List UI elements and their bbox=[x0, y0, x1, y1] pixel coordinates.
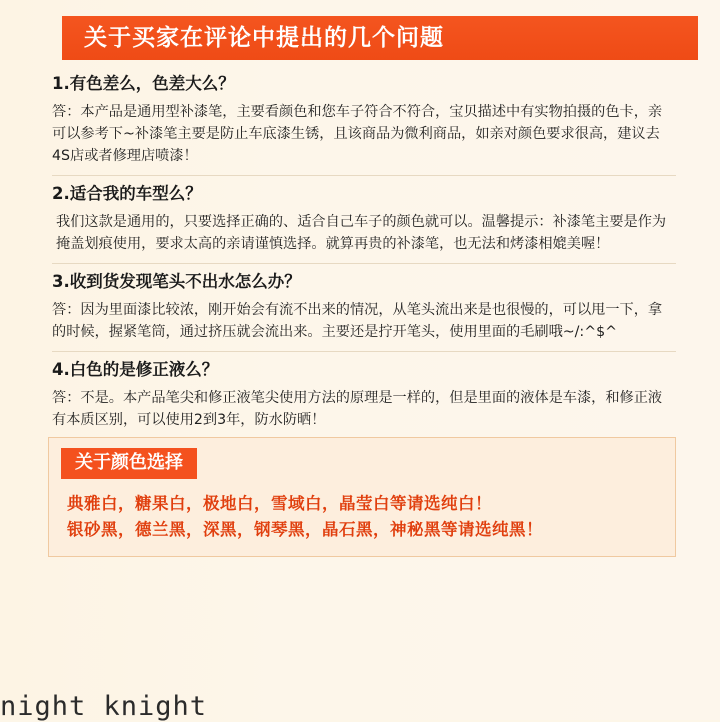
faq-question: 2.适合我的车型么？ bbox=[52, 184, 202, 204]
divider bbox=[52, 263, 676, 264]
faq-question: 4.白色的是修正液么？ bbox=[52, 359, 219, 379]
color-section-lines bbox=[61, 491, 663, 544]
color-selection-section bbox=[48, 437, 676, 557]
faq-answer: 答：因为里面漆比较浓，刚开始会有流不出来的情况，从笔头流出来是也很慢的，可以甩一下，拿的时候，握紧笔筒，通过挤压就会流出来。主要还是拧开笔头，使用里面的毛刷哦~/:^$^ bbox=[52, 301, 663, 340]
faq-answer: 答：不是。本产品笔尖和修正液笔尖使用方法的原理是一样的，但是里面的液体是车漆，和修正液有本质区别，可以使用2到3年，防水防晒！ bbox=[52, 389, 663, 428]
color-line-white: 典雅白，糖果白，极地白，雪域白，晶莹白等请选纯白！ bbox=[67, 493, 492, 513]
faq-answer: 我们这款是通用的，只要选择正确的、适合自己车子的颜色就可以。温馨提示：补漆笔主要是作为掩盖划痕使用，要求太高的亲请谨慎选择。就算再贵的补漆笔，也无法和烤漆相媲美喔！ bbox=[56, 213, 667, 252]
faq-item bbox=[52, 74, 676, 167]
page-title: 关于买家在评论中提出的几个问题 bbox=[84, 24, 444, 51]
faq-question: 3.收到货发现笔头不出水怎么办？ bbox=[52, 272, 301, 292]
faq-list bbox=[18, 74, 702, 431]
faq-item bbox=[52, 184, 676, 255]
faq-item bbox=[52, 272, 676, 343]
header-banner bbox=[62, 16, 698, 60]
faq-item bbox=[52, 360, 676, 431]
divider bbox=[52, 175, 676, 176]
divider bbox=[52, 351, 676, 352]
color-section-badge: 关于颜色选择 bbox=[61, 448, 197, 479]
faq-answer: 答：本产品是通用型补漆笔，主要看颜色和您车子符合不符合，宝贝描述中有实物拍摄的色卡，亲可以参考下~补漆笔主要是防止车底漆生锈，且该商品为微利商品，如亲对颜色要求很高，建议去4S店或者修理店喷漆！ bbox=[52, 103, 663, 164]
watermark-text: night knight bbox=[0, 691, 208, 722]
color-line-black: 银砂黑，德兰黑，深黑，钢琴黑，晶石黑，神秘黑等请选纯黑！ bbox=[67, 520, 543, 540]
faq-question: 1.有色差么，色差大么？ bbox=[52, 74, 235, 93]
